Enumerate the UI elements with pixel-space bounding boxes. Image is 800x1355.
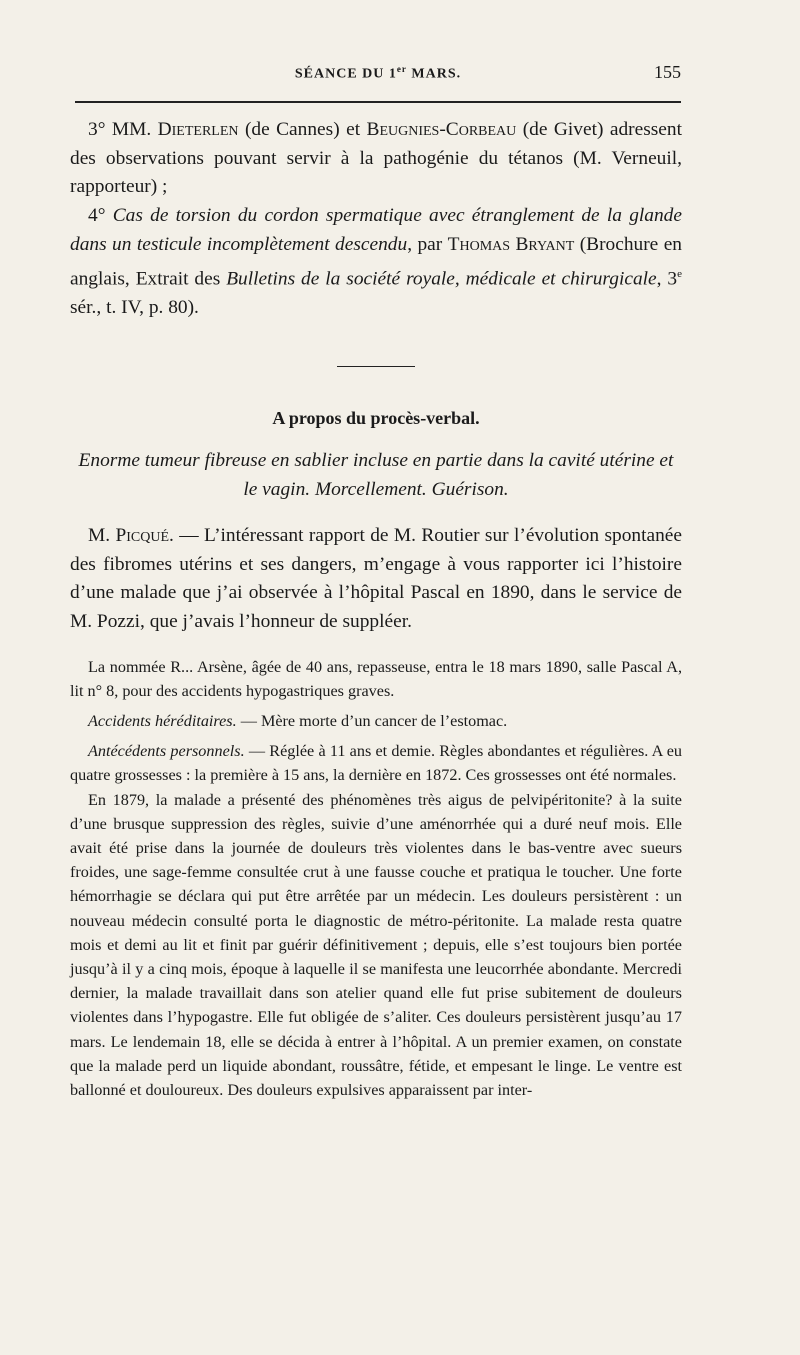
page-number: 155: [654, 62, 681, 82]
heredity-text: — Mère morte d’un cancer de l’estomac.: [236, 712, 508, 731]
item-4-sup: e: [677, 267, 683, 280]
journal-title: Bulletins de la société royale, médicale et chirurgicale: [226, 267, 657, 289]
observation-paragraph-4: En 1879, la malade a présenté des phénomènes très aigus de pelvipéritonite? à la suite d’une brusque suppression des règles, suivie d’une aménorrhée qui a duré neuf mois. Elle avait été prise dans la journée de douleurs très violentes dans le bas-ventre avec sueurs froides, une sage-femme consultée crut à une fausse couche et pratiqua le toucher. Une forte hémorrhagie se déclara qui put être arrêtée par un médecin. Les douleurs persistèrent : un nouveau médecin consulté porta le diagnostic de métro-péritonite. La malade resta quatre mois et demi au lit et finit par guérir définitivement ; depuis, elle s’est toujours bien portée jusqu’à il y a cinq mois, époque à laquelle il se manifesta une leucorrhée abondante. Mercredi dernier, la malade travaillait dans son atelier quand elle fut prise subitement de douleurs violentes dans l’hypogastre. Elle fut obligée de s’aliter. Ces douleurs persistèrent jusqu’au 17 mars. Le lendemain 18, elle se décida à entrer à l’hôpital. A un premier examen, on constate que la malade perd un liquide abondant, roussâtre, fétide, et empesant le linge. Le ventre est ballonné et douloureux. Des douleurs expulsives apparaissent par inter-: [70, 790, 682, 1100]
item-3-text-2: (de Givet) adressent des observations pouvant servir à la pathogénie du tétanos (M. Verneuil, rapporteur) ;: [70, 119, 682, 198]
item-3-text-1: (de Cannes) et: [238, 119, 367, 140]
header-title: [75, 64, 681, 83]
section-separator: [337, 366, 415, 367]
item-4-text-2: (Brochure en anglais, Extrait des: [70, 233, 683, 289]
speech-paragraph: [70, 522, 682, 637]
case-subtitle: Enorme tumeur fibreuse en sablier incluse en partie dans la cavité utérine et le vagin. Morcellement. Guérison.: [78, 450, 674, 501]
running-header: [75, 62, 681, 86]
item-4-title: Cas de torsion du cordon spermatique avec étranglement de la glande dans un testicule incomplètement descendu: [70, 205, 682, 255]
author-dieterlen: Dieterlen: [157, 119, 239, 140]
header-title-end: MARS.: [406, 66, 462, 82]
item-3-number: 3° MM.: [88, 119, 158, 140]
speech-text: — L’intéressant rapport de M. Routier sur l’évolution spontanée des fibromes utérins et ses dangers, m’engage à vous rapporter ici l’histoire d’une malade que j’ai observée à l’hôpital Pascal en 1890, dans le service de M. Pozzi, que j’avais l’honneur de suppléer.: [70, 524, 682, 632]
page-body: [70, 116, 682, 1102]
item-4-number: 4°: [88, 205, 113, 227]
author-thomas-bryant: Thomas Bryant: [447, 233, 575, 255]
section-title: A propos du procès-verbal.: [272, 408, 480, 429]
personal-history-text: — Réglée à 11 ans et demie. Règles abondantes et régulières. A eu quatre grossesses : la première à 15 ans, la dernière en 1872. Ces grossesses ont été normales.: [70, 742, 682, 785]
author-beugnies-corbeau: Beugnies-Corbeau: [366, 119, 517, 140]
observation-paragraph-3: [70, 739, 682, 787]
speaker-picque: M. Picqué.: [88, 524, 174, 546]
item-4-text-4: sér., t. IV, p. 80).: [70, 296, 199, 318]
header-title-main: SÉANCE DU 1: [294, 66, 397, 82]
item-4-text-1: , par: [407, 233, 448, 255]
header-rule: [75, 101, 681, 103]
label-personal-history: Antécédents personnels.: [88, 742, 245, 761]
label-heredity: Accidents héréditaires.: [88, 712, 237, 731]
observation-paragraph-2: [70, 709, 682, 733]
item-3-paragraph: [70, 116, 682, 202]
item-4-text-3: , 3: [656, 267, 678, 289]
header-title-sup: er: [396, 64, 407, 74]
item-4-paragraph: [70, 202, 682, 322]
observation-paragraph-1: La nommée R... Arsène, âgée de 40 ans, repasseuse, entra le 18 mars 1890, salle Pascal A, lit n° 8, pour des accidents hypogastriques graves.: [70, 657, 682, 700]
